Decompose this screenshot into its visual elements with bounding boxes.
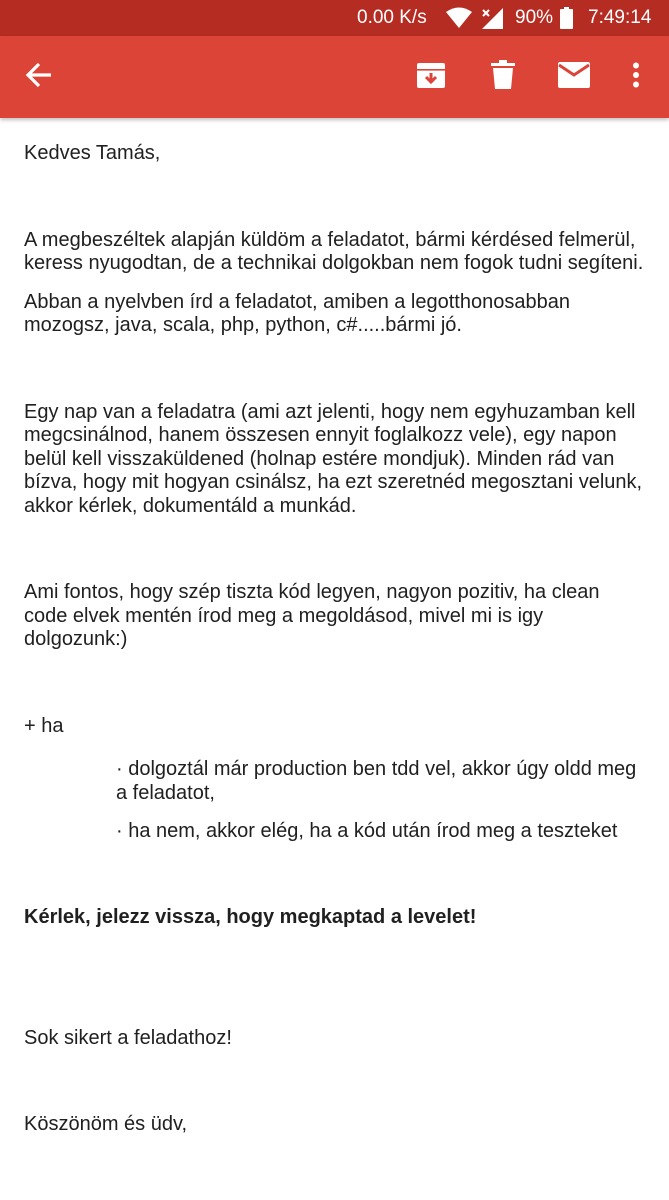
back-arrow-icon — [25, 61, 53, 94]
list-item: · ha nem, akkor elég, ha a kód után írod meg a teszteket — [116, 820, 618, 842]
email-paragraph: Abban a nyelvben írd a feladatot, amiben a legotthonosabban mozogsz, java, scala, php, python, c#.....bármi jó. — [24, 290, 570, 336]
email-greeting: Kedves Tamás, — [24, 142, 161, 164]
email-paragraph: Ami fontos, hogy szép tiszta kód legyen, nagyon pozitiv, ha clean code elvek mentén írod meg a megoldásod, mivel mi is igy dolgozunk:) — [24, 581, 600, 650]
mark-unread-button[interactable] — [549, 52, 599, 102]
email-list-intro: + ha — [24, 714, 64, 737]
email-wish: Sok sikert a feladathoz! — [24, 1027, 232, 1049]
mail-icon — [558, 62, 590, 93]
battery-icon — [560, 0, 573, 36]
archive-button[interactable] — [406, 52, 456, 102]
battery-level: 90% — [515, 7, 554, 28]
email-body — [24, 118, 644, 1136]
cell-signal-icon — [480, 0, 504, 36]
app-toolbar — [0, 36, 669, 118]
trash-icon — [491, 60, 515, 95]
email-bold-request: Kérlek, jelezz vissza, hogy megkaptad a levelet! — [24, 905, 477, 928]
back-button[interactable] — [14, 52, 64, 102]
status-bar — [0, 0, 669, 36]
archive-icon — [416, 60, 446, 95]
more-vert-icon — [632, 62, 640, 93]
email-closing: Köszönöm és üdv, — [24, 1112, 188, 1135]
delete-button[interactable] — [478, 52, 528, 102]
more-options-button[interactable] — [611, 52, 661, 102]
email-paragraph: Egy nap van a feladatra (ami azt jelenti, hogy nem egyhuzamban kell megcsinálnod, hanem összesen ennyit foglalkozz vele), egy napon belül kell visszaküldened (holnap estére mondjuk). Minden rád van bízva, hogy mit hogyan csinálsz, ha ezt szeretnéd megosztani velunk, akkor kérlek, dokumentáld a munkád. — [24, 400, 643, 517]
clock: 7:49:14 — [588, 7, 652, 28]
list-item: · dolgoztál már production ben tdd vel, akkor úgy oldd meg a feladatot, — [116, 758, 637, 804]
wifi-icon — [446, 0, 472, 36]
network-speed: 0.00 K/s — [357, 7, 427, 28]
email-paragraph: A megbeszéltek alapján küldöm a feladatot, bármi kérdésed felmerül, keress nyugodtan, de a technikai dolgokban nem fogok tudni segíteni. — [24, 228, 644, 274]
